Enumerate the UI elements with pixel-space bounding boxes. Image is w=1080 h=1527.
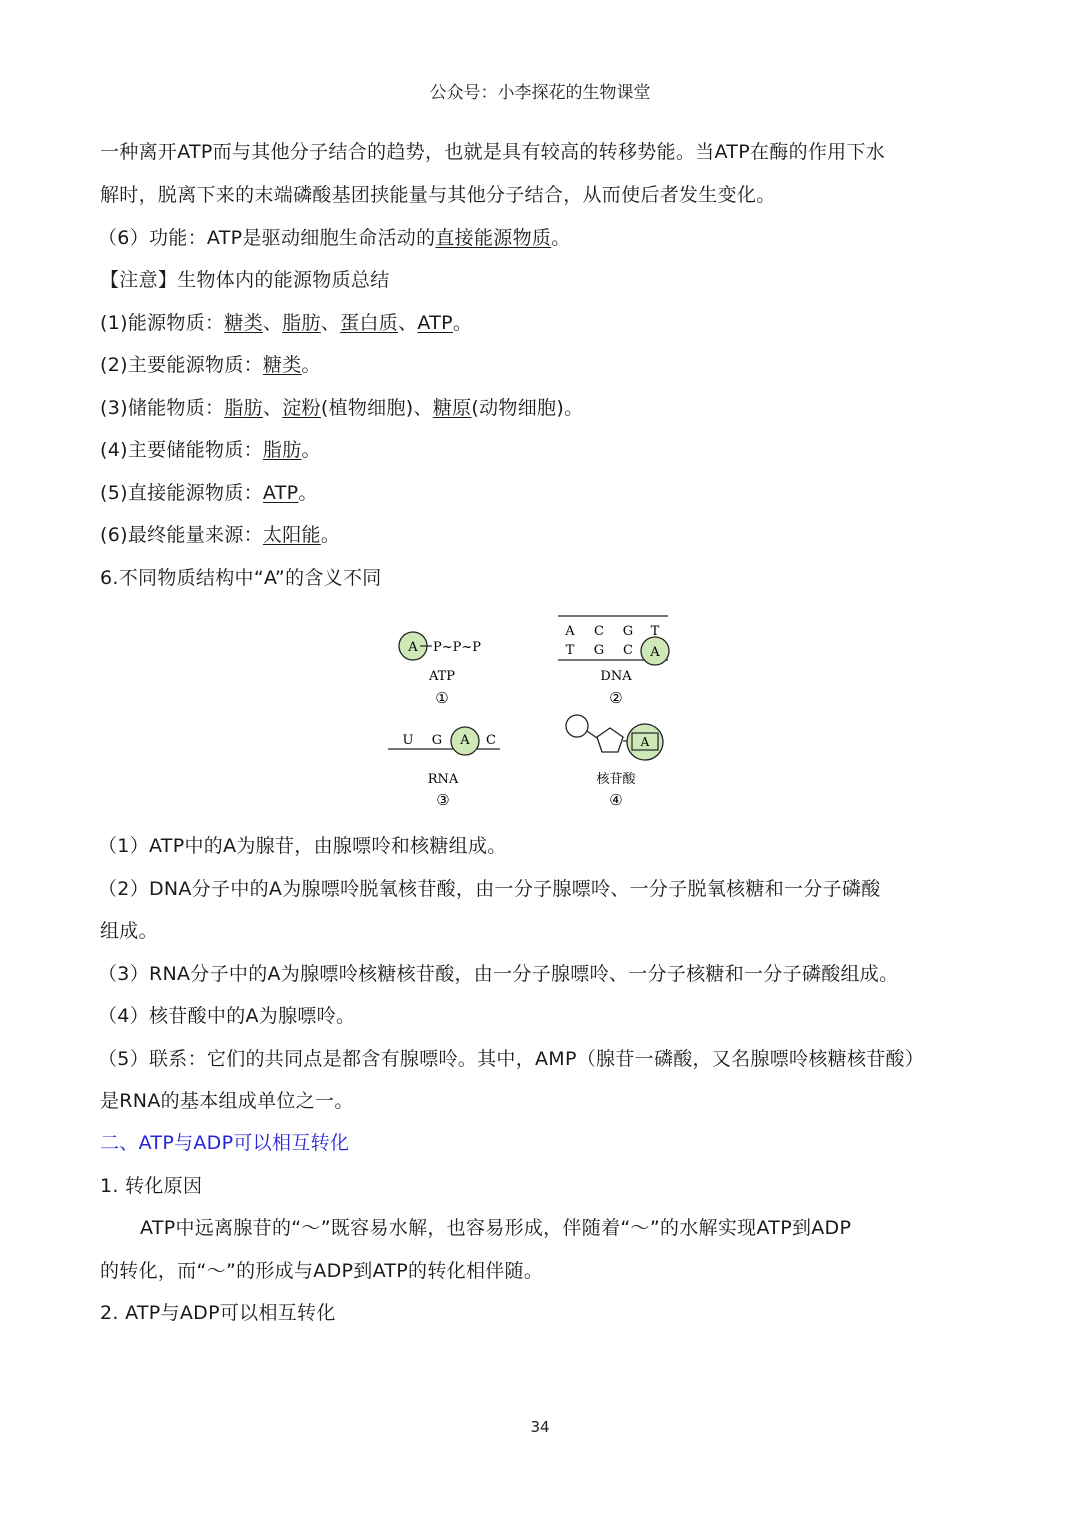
atp-phosphate-chain: P~P~P xyxy=(433,640,482,655)
dna-label: DNA xyxy=(600,669,632,684)
s2-subtitle-1: 1. 转化原因 xyxy=(100,1175,203,1197)
energy-item-1 xyxy=(100,311,472,335)
energy-item-3 xyxy=(100,396,583,420)
end: 。 xyxy=(452,312,473,334)
energy-item-1-prefix: (1)能源物质： xyxy=(100,312,225,334)
end: 。 xyxy=(298,482,318,504)
dna-top-2: C xyxy=(594,624,604,639)
intro-line-2: 解时，脱离下来的末端磷酸基团挟能量与其他分子结合，从而使后者发生变化。 xyxy=(100,184,776,206)
dna-bottom-4: A xyxy=(650,645,660,660)
rna-number: ③ xyxy=(436,791,450,809)
dna-diagram xyxy=(558,616,669,707)
dna-number: ② xyxy=(609,689,623,707)
explain-2b: 组成。 xyxy=(100,920,158,942)
end: 。 xyxy=(320,524,341,546)
nucleotide-diagram xyxy=(566,715,663,809)
energy-item-3-c: 糖原 xyxy=(432,397,472,419)
structure-figure xyxy=(380,608,690,818)
energy-item-2-prefix: (2)主要能源物质： xyxy=(100,354,263,376)
energy-item-4 xyxy=(100,438,321,462)
section2-title: 二、ATP与ADP可以相互转化 xyxy=(100,1132,350,1154)
energy-item-2-a: 糖类 xyxy=(262,354,302,376)
function-line xyxy=(98,226,571,250)
energy-item-4-prefix: (4)主要储能物质： xyxy=(100,439,263,461)
function-underlined: 直接能源物质 xyxy=(435,227,552,249)
dna-top-4: T xyxy=(650,624,660,639)
energy-item-1-b: 脂肪 xyxy=(282,312,321,334)
rna-base-1: U xyxy=(402,733,414,748)
explain-5b: 是RNA的基本组成单位之一。 xyxy=(100,1090,354,1112)
atp-diagram xyxy=(399,632,481,707)
energy-item-3-a: 脂肪 xyxy=(224,397,263,419)
end: 。 xyxy=(301,354,321,376)
explain-3: （3）RNA分子中的A为腺嘌呤核糖核苷酸，由一分子腺嘌呤、一分子核糖和一分子磷酸组成。 xyxy=(98,963,899,985)
nucleotide-label: 核苷酸 xyxy=(596,772,636,787)
energy-item-6-a: 太阳能 xyxy=(262,524,321,546)
phosphate-circle xyxy=(566,715,588,737)
nucleotide-number: ④ xyxy=(609,791,623,809)
rna-diagram xyxy=(388,727,500,809)
sep: 、 xyxy=(398,312,418,334)
sep: 、 xyxy=(262,397,283,419)
page-header: 公众号：小李探花的生物课堂 xyxy=(429,83,651,103)
energy-item-5-prefix: (5)直接能源物质： xyxy=(100,482,263,504)
s2-subtitle-2: 2. ATP与ADP可以相互转化 xyxy=(100,1302,336,1324)
s2-paragraph-1a: ATP中远离腺苷的“～”既容易水解，也容易形成，伴随着“～”的水解实现ATP到ADP xyxy=(140,1217,852,1239)
energy-item-4-a: 脂肪 xyxy=(262,439,302,461)
energy-item-3-c-note: (动物细胞) xyxy=(471,397,565,419)
note-title: 【注意】生物体内的能源物质总结 xyxy=(100,269,390,291)
intro-line-1: 一种离开ATP而与其他分子结合的趋势，也就是具有较高的转移势能。当ATP在酶的作用下水 xyxy=(100,141,886,163)
energy-item-6-prefix: (6)最终能量来源： xyxy=(100,524,263,546)
energy-item-1-d: ATP xyxy=(417,312,453,334)
rna-base-4: C xyxy=(486,733,496,748)
sep: 、 xyxy=(262,312,283,334)
energy-item-5 xyxy=(100,481,318,505)
energy-item-3-prefix: (3)储能物质： xyxy=(100,397,225,419)
sep: 、 xyxy=(320,312,341,334)
explain-1: （1）ATP中的A为腺苷，由腺嘌呤和核糖组成。 xyxy=(98,835,507,857)
dna-top-3: G xyxy=(622,624,634,639)
function-prefix: （6）功能：ATP是驱动细胞生命活动的 xyxy=(98,227,436,249)
atp-a-text: A xyxy=(408,640,418,655)
sep: 、 xyxy=(413,397,433,419)
explain-5a: （5）联系：它们的共同点是都含有腺嘌呤。其中，AMP（腺苷一磷酸，又名腺嘌呤核糖核苷酸） xyxy=(98,1048,925,1070)
nucleotide-a-text: A xyxy=(640,735,650,749)
energy-item-3-b: 淀粉 xyxy=(282,397,321,419)
s2-paragraph-1b: 的转化，而“～”的形成与ADP到ATP的转化相伴随。 xyxy=(100,1260,544,1282)
rna-label: RNA xyxy=(427,772,459,787)
sugar-pentagon xyxy=(597,728,623,752)
end: 。 xyxy=(564,397,584,419)
energy-item-6 xyxy=(100,523,340,547)
dna-bottom-3: C xyxy=(623,643,633,658)
dna-top-1: A xyxy=(565,624,575,639)
rna-base-3: A xyxy=(460,733,470,748)
energy-item-3-b-note: (植物细胞) xyxy=(320,397,414,419)
dna-bottom-2: G xyxy=(593,643,605,658)
function-suffix: 。 xyxy=(551,227,571,249)
page-number: 34 xyxy=(530,1418,550,1436)
energy-item-1-c: 蛋白质 xyxy=(340,312,399,334)
end: 。 xyxy=(301,439,321,461)
explain-2a: （2）DNA分子中的A为腺嘌呤脱氧核苷酸，由一分子腺嘌呤、一分子脱氧核糖和一分子磷酸 xyxy=(98,878,881,900)
explain-4: （4）核苷酸中的A为腺嘌呤。 xyxy=(98,1005,356,1027)
energy-item-2 xyxy=(100,353,321,377)
dna-bottom-1: T xyxy=(565,643,575,658)
energy-item-1-a: 糖类 xyxy=(224,312,263,334)
rna-base-2: G xyxy=(431,733,443,748)
section6-title: 6.不同物质结构中“A”的含义不同 xyxy=(100,567,382,589)
atp-number: ① xyxy=(435,689,449,707)
energy-item-5-a: ATP xyxy=(262,482,299,504)
atp-label: ATP xyxy=(428,669,456,684)
